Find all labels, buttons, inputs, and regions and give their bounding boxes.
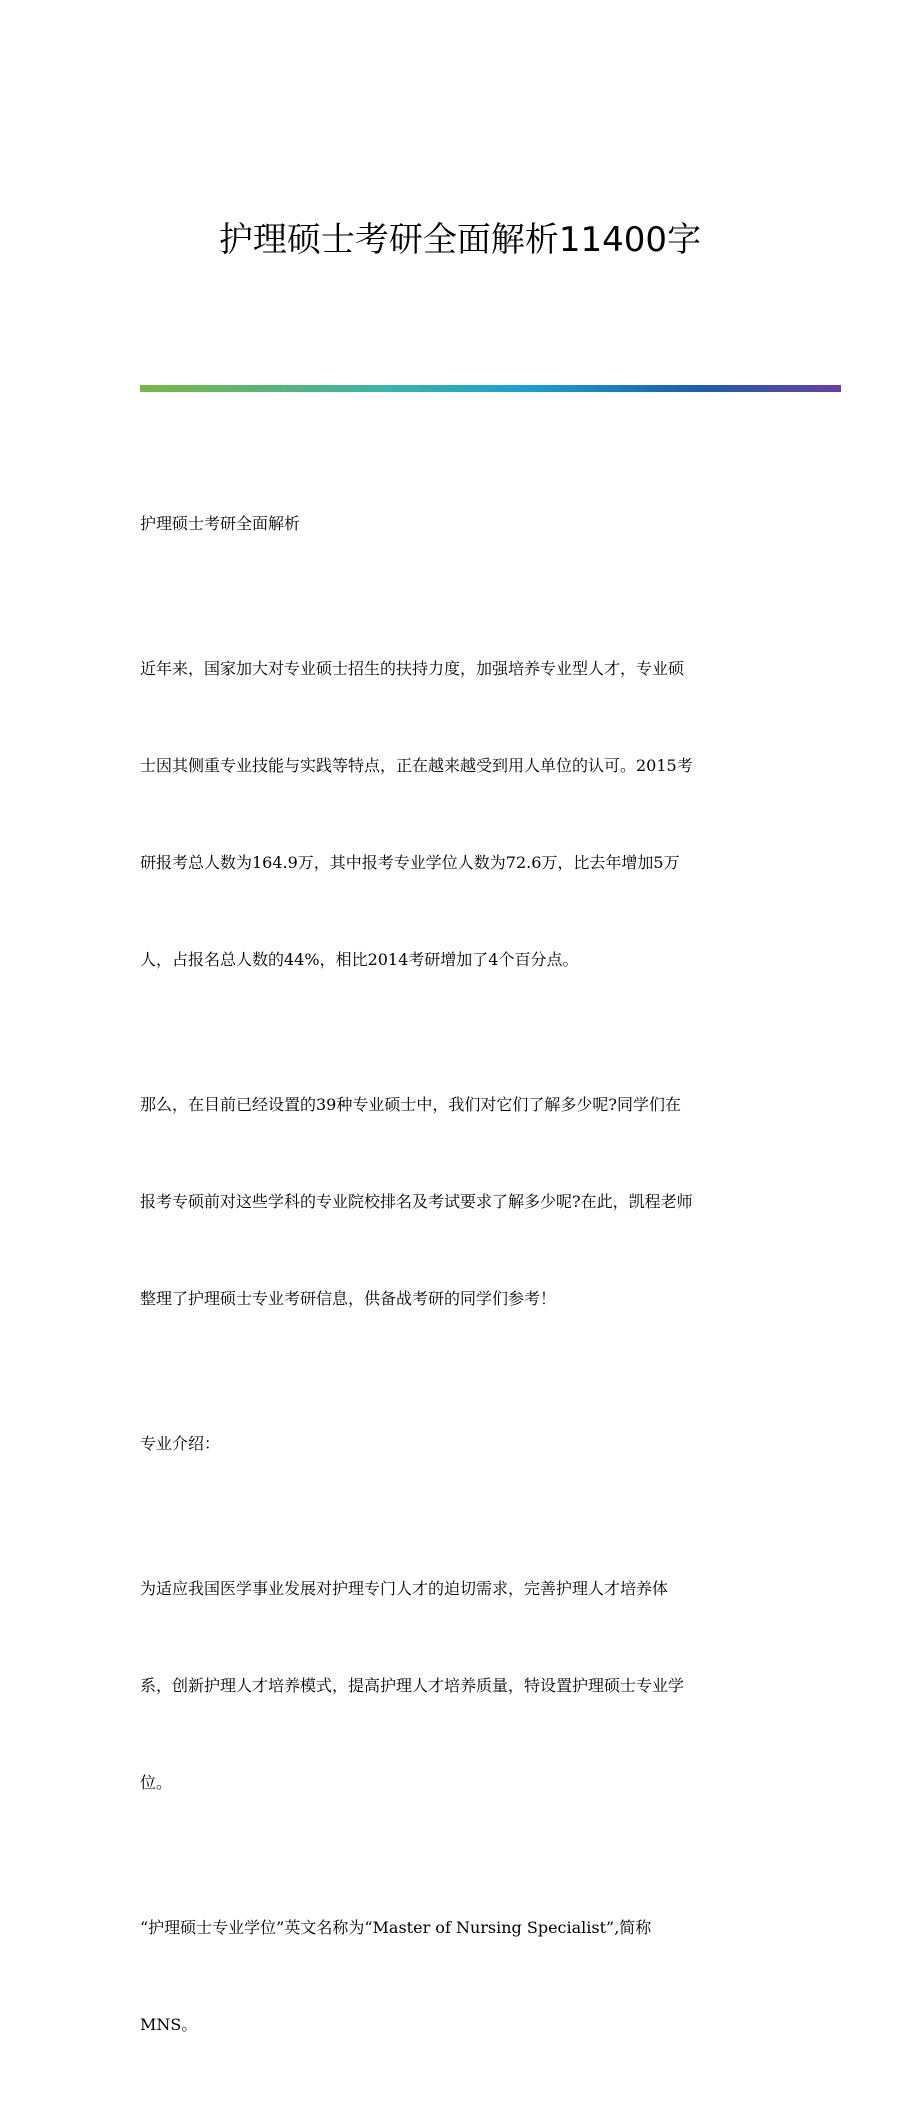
document-title: 护理硕士考研全面解析11400字 bbox=[218, 220, 702, 260]
text-line: 为适应我国医学事业发展对护理专门人才的迫切需求，完善护理人才培养体 bbox=[140, 1579, 669, 1598]
paragraph-heading bbox=[140, 464, 780, 584]
document-body bbox=[140, 464, 780, 2110]
text-line: 位。 bbox=[140, 1773, 173, 1792]
text-line: 专业介绍： bbox=[140, 1434, 221, 1453]
paragraph-english-name bbox=[140, 1868, 780, 2085]
text-line: 人，占报名总人数的44%，相比2014考研增加了4个百分点。 bbox=[140, 950, 579, 969]
paragraph-intro bbox=[140, 609, 780, 1020]
text-line: “护理硕士专业学位”英文名称为“Master of Nursing Specialist”,简称 bbox=[140, 1918, 652, 1937]
text-line: 士因其侧重专业技能与实践等特点，正在越来越受到用人单位的认可。2015考 bbox=[140, 756, 693, 775]
text-line: 系，创新护理人才培养模式，提高护理人才培养质量，特设置护理硕士专业学 bbox=[140, 1676, 685, 1695]
text-line: MNS。 bbox=[140, 2015, 198, 2034]
text-line: 近年来，国家加大对专业硕士招生的扶持力度，加强培养专业型人才，专业硕 bbox=[140, 659, 685, 678]
text-line: 护理硕士考研全面解析 bbox=[140, 514, 301, 533]
text-line: 整理了护理硕士专业考研信息，供备战考研的同学们参考！ bbox=[140, 1289, 557, 1308]
text-line: 研报考总人数为164.9万，其中报考专业学位人数为72.6万，比去年增加5万 bbox=[140, 853, 680, 872]
paragraph-purpose bbox=[140, 1529, 780, 1843]
title-divider bbox=[140, 385, 841, 392]
text-line: 报考专硕前对这些学科的专业院校排名及考试要求了解多少呢?在此，凯程老师 bbox=[140, 1192, 693, 1211]
paragraph-section-heading bbox=[140, 1384, 780, 1504]
text-line: 那么，在目前已经设置的39种专业硕士中，我们对它们了解多少呢?同学们在 bbox=[140, 1095, 681, 1114]
paragraph-question bbox=[140, 1045, 780, 1359]
